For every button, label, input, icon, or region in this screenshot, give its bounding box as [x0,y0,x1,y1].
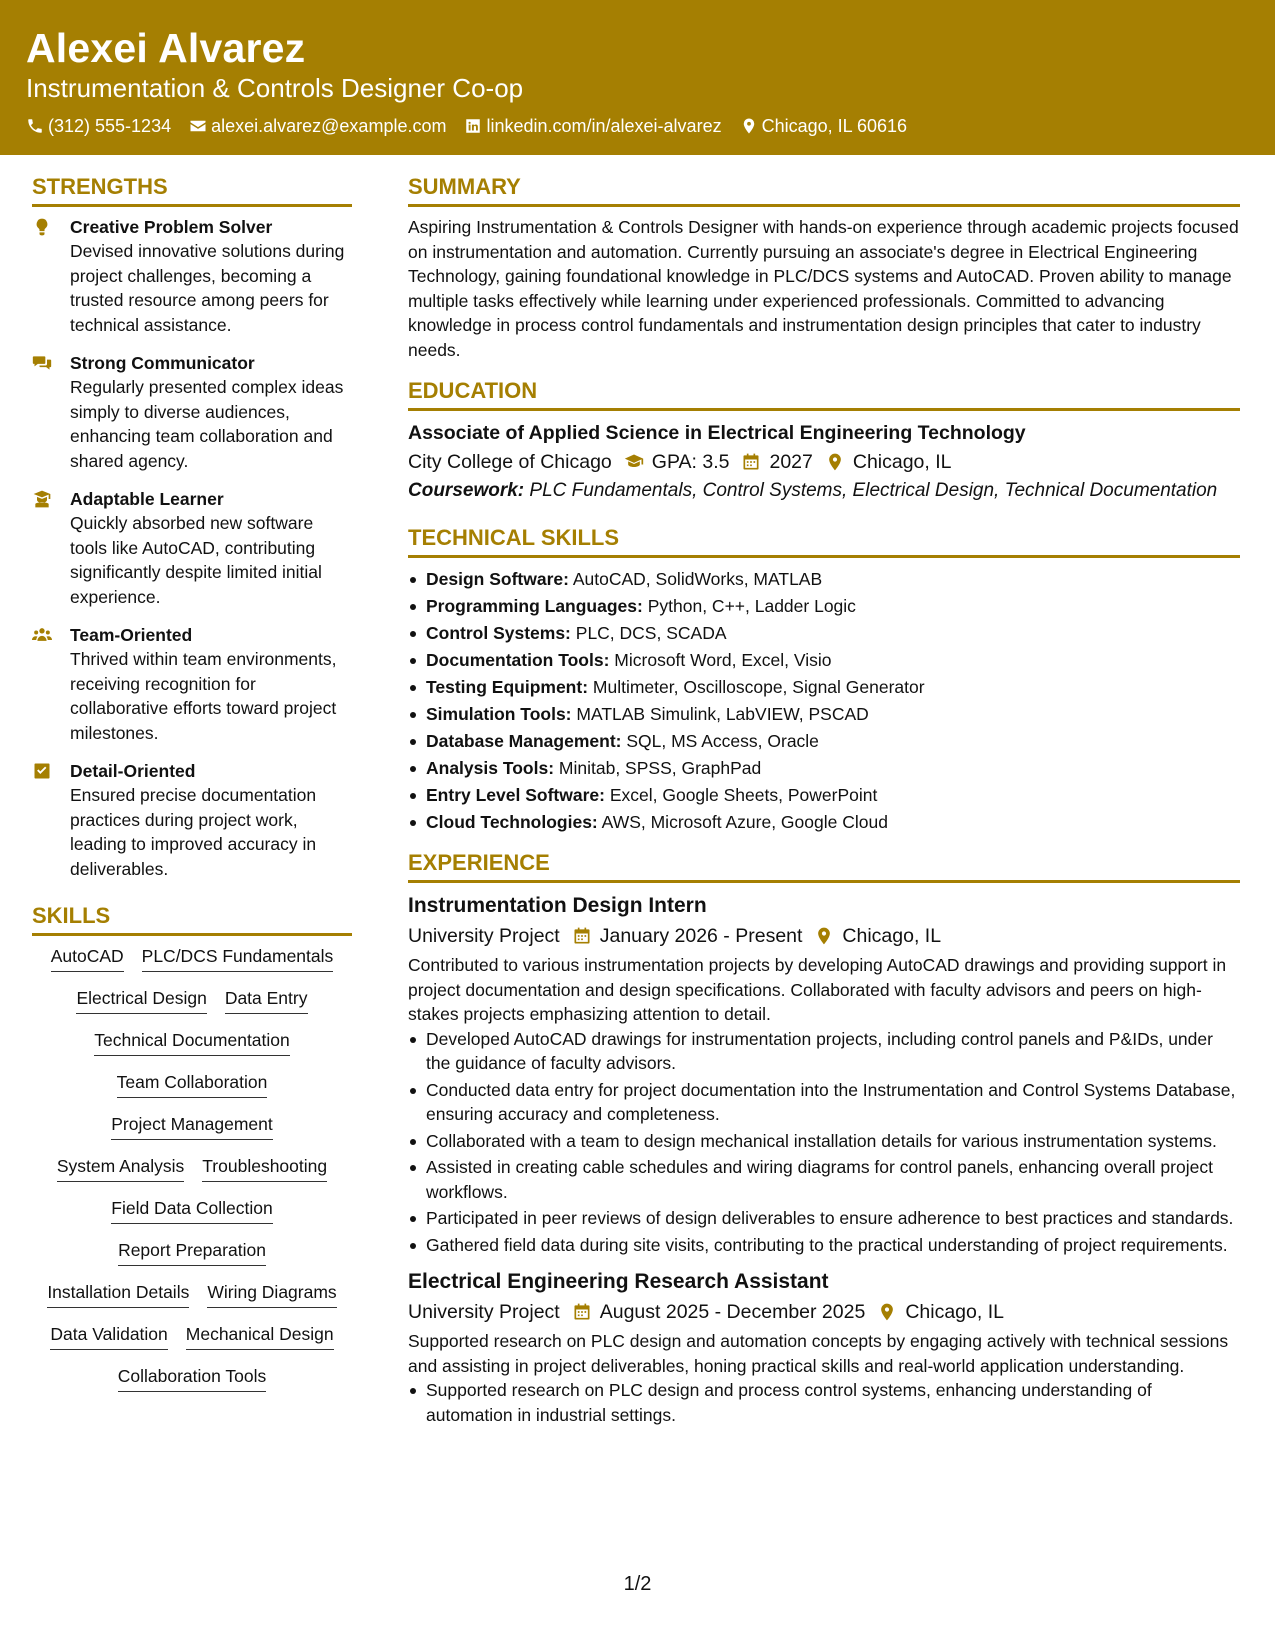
coursework-list: PLC Fundamentals, Control Systems, Electrical Design, Technical Documentation [529,480,1218,501]
job-organization: University Project [408,925,560,947]
job-bullet: Developed AutoCAD drawings for instrumentation projects, including control panels and P&IDs, under the guidance of faculty advisors. [408,1027,1240,1076]
technical-skill-item [408,755,1240,782]
strength-description: Quickly absorbed new software tools like AutoCAD, contributing significantly despite limited initial experience. [70,513,322,607]
job-summary: Supported research on PLC design and automation concepts by engaging actively with technical sessions and assisting in project deliverables, honing practical skills and real-world application understanding. [408,1331,1229,1376]
map-marker-icon [740,117,758,135]
skill-tag: Team Collaboration [117,1070,268,1098]
skill-tag: PLC/DCS Fundamentals [142,944,334,972]
technical-skills-list [408,566,1240,836]
job-bullet: Conducted data entry for project documentation into the Instrumentation and Control Systems Database, ensuring accuracy and completeness. [408,1078,1240,1127]
job-location: Chicago, IL [905,1301,1004,1323]
contact-bar [26,114,1249,138]
strength-item [32,487,352,609]
education-location-item [825,447,952,477]
technical-skill-label: Cloud Technologies: [426,812,598,832]
technical-skill-item [408,809,1240,836]
job-bullet: Participated in peer reviews of design deliverables to ensure adherence to best practices and standards. [408,1206,1240,1231]
skill-tag: Electrical Design [76,986,206,1014]
education-location-text: Chicago, IL [852,451,952,473]
skill-tag: Technical Documentation [94,1028,290,1056]
strength-item [32,351,352,473]
technical-skill-value: Excel, Google Sheets, PowerPoint [609,785,878,805]
technical-skill-item [408,782,1240,809]
page-number: 1/2 [623,1573,652,1595]
skill-tag: Field Data Collection [111,1196,272,1224]
gpa-text: GPA: 3.5 [651,451,730,473]
job-entry [408,1267,1240,1427]
technical-skill-label: Entry Level Software: [426,785,605,805]
calendar-icon [741,452,761,472]
technical-skill-value: PLC, DCS, SCADA [575,623,727,643]
job-summary: Contributed to various instrumentation projects by developing AutoCAD drawings and providing support in project documentation and design specifications. Collaborated with faculty advisors and peers on high-stakes projects emphasizing attention to detail. [408,955,1227,1024]
calendar-icon [572,926,592,946]
job-bullet: Collaborated with a team to design mechanical installation details for various instrumentation systems. [408,1129,1240,1154]
skill-tag: Troubleshooting [202,1154,327,1182]
candidate-role: Instrumentation & Controls Designer Co-op [26,73,524,103]
coursework-label: Coursework: [408,480,525,501]
users-icon [32,625,52,645]
job-bullet: Assisted in creating cable schedules and wiring diagrams for control panels, enhancing overall project workflows. [408,1155,1240,1204]
envelope-icon [189,117,207,135]
map-marker-icon [814,926,834,946]
technical-skill-label: Database Management: [426,731,622,751]
comments-icon [32,353,52,373]
strength-title: Creative Problem Solver [70,217,273,237]
skill-tag: Data Validation [50,1322,167,1350]
job-location: Chicago, IL [842,925,942,947]
technical-skill-label: Simulation Tools: [426,704,572,724]
strength-item [32,759,352,881]
skills-heading: SKILLS [32,901,352,936]
job-organization: University Project [408,1301,560,1323]
strength-description: Thrived within team environments, receiving recognition for collaborative efforts toward project milestones. [70,649,337,743]
lightbulb-icon [32,217,52,237]
technical-skill-label: Control Systems: [426,623,571,643]
strength-description: Devised innovative solutions during project challenges, becoming a trusted resource among peers for technical assistance. [70,241,345,335]
job-bullet: Gathered field data during site visits, contributing to the practical understanding of project requirements. [408,1233,1240,1258]
year-item [741,447,812,477]
map-marker-icon [877,1302,897,1322]
location-text: Chicago, IL 60616 [761,116,908,136]
skill-tag: Data Entry [225,986,308,1014]
email-text: alexei.alvarez@example.com [211,116,447,136]
technical-skill-label: Documentation Tools: [426,650,610,670]
strength-title: Adaptable Learner [70,489,224,509]
technical-skill-item [408,728,1240,755]
year-text: 2027 [769,451,813,473]
skill-tag: Wiring Diagrams [207,1280,336,1308]
contact-phone [26,114,171,138]
job-meta [408,921,1240,951]
strength-item [32,215,352,337]
skill-tag: Collaboration Tools [118,1364,267,1392]
strength-item [32,623,352,745]
job-dates: August 2025 - December 2025 [599,1301,866,1323]
gpa-item [624,447,730,477]
skill-tag: System Analysis [57,1154,184,1182]
technical-skill-value: Python, C++, Ladder Logic [647,596,856,616]
linkedin-text: linkedin.com/in/alexei-alvarez [486,116,722,136]
technical-skill-item [408,593,1240,620]
candidate-name: Alexei Alvarez [26,25,306,71]
linkedin-icon [464,117,482,135]
strength-description: Ensured precise documentation practices during project work, leading to improved accuracy in deliverables. [70,785,317,879]
contact-email[interactable] [189,114,446,138]
job-bullets [408,1027,1240,1258]
skill-tag: Mechanical Design [186,1322,334,1350]
skill-tag: Installation Details [47,1280,189,1308]
calendar-icon [572,1302,592,1322]
resume-header [0,0,1275,155]
job-title: Electrical Engineering Research Assistant [408,1270,829,1293]
technical-skill-value: AWS, Microsoft Azure, Google Cloud [601,812,888,832]
check-square-icon [32,761,52,781]
technical-skill-item [408,701,1240,728]
job-title: Instrumentation Design Intern [408,894,707,917]
job-dates-item [572,921,803,951]
coursework [408,479,1240,503]
strength-title: Team-Oriented [70,625,193,645]
skills-list [32,944,352,1392]
technical-skill-label: Programming Languages: [426,596,643,616]
skill-tag: Report Preparation [118,1238,266,1266]
technical-skill-value: SQL, MS Access, Oracle [626,731,819,751]
technical-skill-item [408,647,1240,674]
job-meta [408,1297,1240,1327]
job-dates: January 2026 - Present [599,925,803,947]
job-location-item [814,921,941,951]
technical-skill-item [408,566,1240,593]
contact-linkedin[interactable] [464,114,721,138]
strengths-heading: STRENGTHS [32,172,352,207]
experience-heading: EXPERIENCE [408,848,1240,883]
degree-title: Associate of Applied Science in Electrical Engineering Technology [408,422,1026,444]
technical-skill-value: Minitab, SPSS, GraphPad [558,758,762,778]
job-entry [408,891,1240,1257]
education-heading: EDUCATION [408,376,1240,411]
technical-skill-value: Multimeter, Oscilloscope, Signal Generator [592,677,925,697]
education-meta [408,447,1240,477]
technical-skill-label: Design Software: [426,569,569,589]
strength-title: Detail-Oriented [70,761,196,781]
job-dates-item [572,1297,866,1327]
job-bullet: Supported research on PLC design and process control systems, enhancing understanding of automation in industrial settings. [408,1378,1240,1427]
strength-title: Strong Communicator [70,353,255,373]
skill-tag: Project Management [111,1112,272,1140]
technical-skill-value: MATLAB Simulink, LabVIEW, PSCAD [576,704,869,724]
map-marker-icon [825,452,845,472]
summary-heading: SUMMARY [408,172,1240,207]
job-location-item [877,1297,1004,1327]
graduation-cap-icon [624,452,644,472]
school-name: City College of Chicago [408,451,612,473]
strength-description: Regularly presented complex ideas simply to diverse audiences, enhancing team collaboration and shared agency. [70,377,344,471]
left-column [32,172,352,1392]
technical-skill-item [408,674,1240,701]
technical-skill-label: Testing Equipment: [426,677,589,697]
technical-skill-value: AutoCAD, SolidWorks, MATLAB [572,569,823,589]
right-column [408,172,1240,1429]
graduate-icon [32,489,52,509]
technical-skill-value: Microsoft Word, Excel, Visio [614,650,832,670]
technical-skills-heading: TECHNICAL SKILLS [408,523,1240,558]
skill-tag: AutoCAD [51,944,124,972]
summary-text: Aspiring Instrumentation & Controls Designer with hands-on experience through academic projects focused on instrumentation and automation. Currently pursuing an associate's degree in Electrical Engineering Technology, gaining foundational knowledge in PLC/DCS systems and AutoCAD. Proven ability to manage multiple tasks effectively while learning under experienced professionals. Committed to advancing knowledge in process control fundamentals and instrumentation design principles that cater to industry needs. [408,217,1239,360]
phone-text: (312) 555-1234 [48,116,172,136]
technical-skill-label: Analysis Tools: [426,758,555,778]
technical-skill-item [408,620,1240,647]
phone-icon [26,117,44,135]
job-bullets [408,1378,1240,1427]
contact-location [740,114,907,138]
